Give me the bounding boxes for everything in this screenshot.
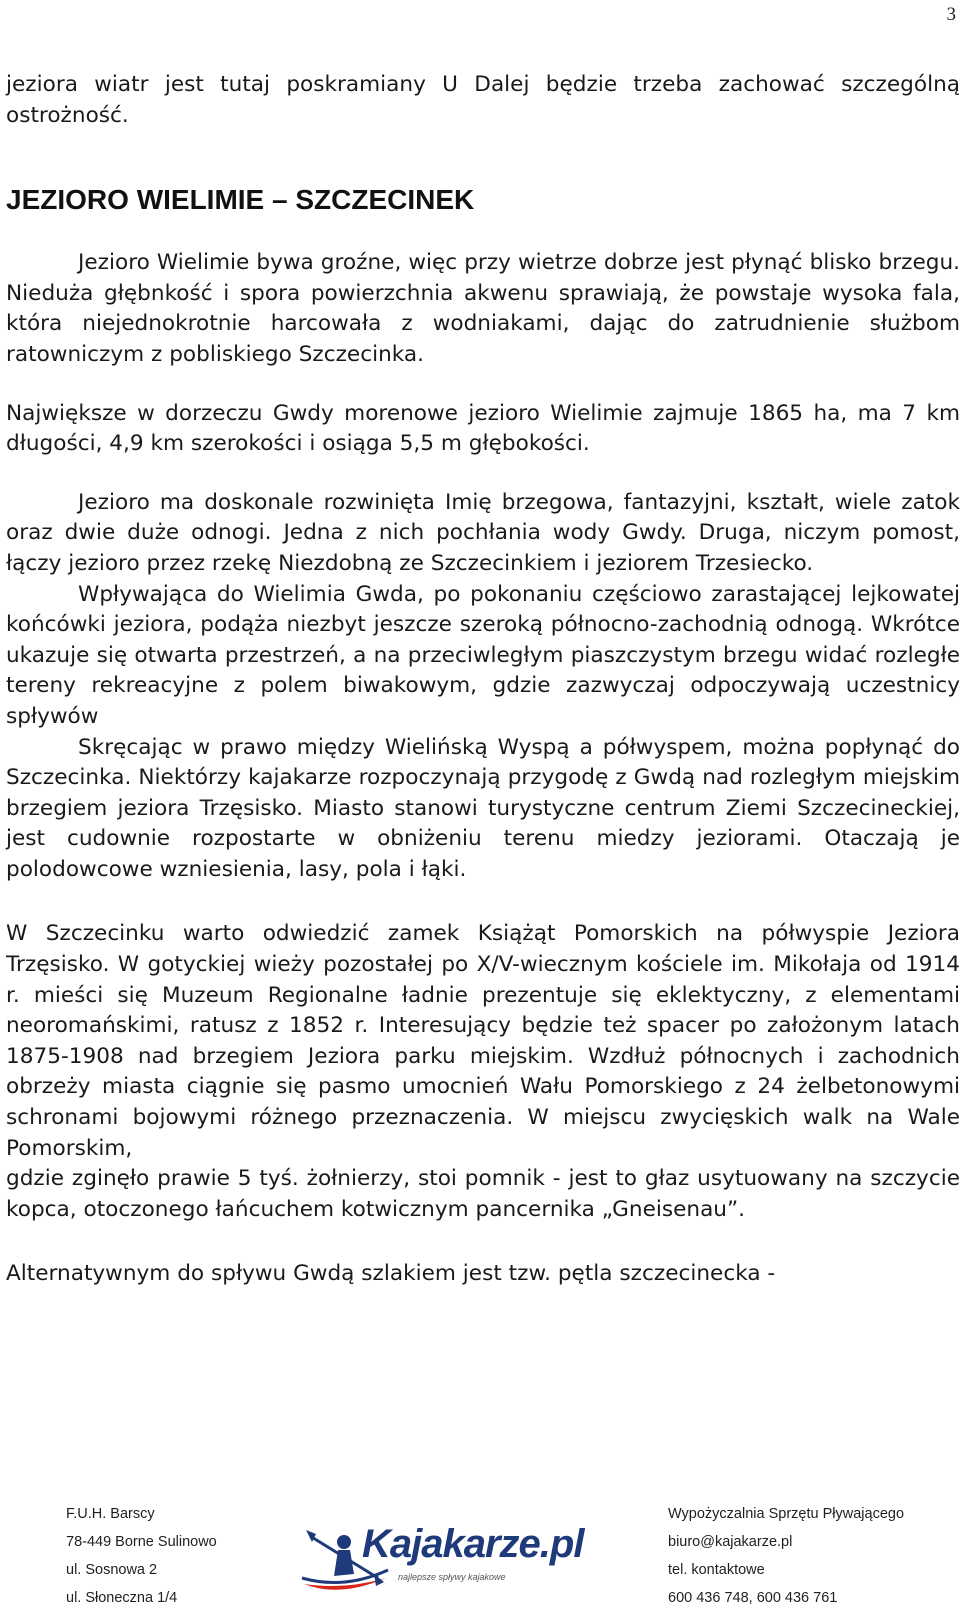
page-number: 3 xyxy=(946,4,956,25)
footer-contact-info xyxy=(668,1500,904,1612)
footer-phone-label: tel. kontaktowe xyxy=(668,1562,765,1578)
paragraph-szczecinek: Skręcając w prawo między Wielińską Wyspą a półwyspem, można popłynąć do Szczecinka. Niektórzy kajakarze rozpoczynają przygodę z Gwdą nad rozległym miejskim brzegiem jeziora Trzęsisko. Miasto stanowi turystyczne centrum Ziemi Szczecineckiej, jest cudownie rozpostarte w obniżeniu terenu miedzy jeziorami. Otaczają je polodowcowe wzniesienia, lasy, pola i łąki. xyxy=(6,734,960,882)
paragraph-wielimie-danger: Jezioro Wielimie bywa groźne, więc przy wietrze dobrze jest płynąć blisko brzegu. Nieduża głębnkość i spora powierzchnia akwenu sprawiają, że powstaje wysoka fala, która niejednokrotnie harcowała z wodniakami, dając do zatrudnienie służbom ratowniczym z pobliskiego Szczecinka. xyxy=(6,250,960,367)
logo-tagline: najlepsze spływy kajakowe xyxy=(398,1572,506,1582)
paragraph-szczecinek-sights: W Szczecinku warto odwiedzić zamek Książąt Pomorskich na półwyspie Jeziora Trzęsisko. W gotyckiej wieży pozostałej po X/V-wiecznym kościele im. Mikołaja od 1914 r. mieści się Muzeum Regionalne ładnie prezentuje się eklektyczny, z elementami neoromańskimi, ratusz z 1852 r. Interesujący będzie też spacer po założonym latach 1875-1908 nad brzegiem Jeziora parku miejskim. Wzdłuż północnych i zachodnich obrzeży miasta ciągnie się pasmo umocnień Wału Pomorskiego z 24 żelbetonowymi schronami bojowymi różnego przeznaczenia. W miejscu zwycięskich walk na Wale Pomorskim, xyxy=(6,921,960,1161)
footer-email: biuro@kajakarze.pl xyxy=(668,1534,793,1550)
footer-street-2: ul. Słoneczna 1/4 xyxy=(66,1590,178,1606)
paragraph-gwda-route: Wpływająca do Wielimia Gwda, po pokonaniu częściowo zarastającej lejkowatej końcówki jeziora, podąża niezbyt jeszcze szeroką północno-zachodnią odnogą. Wkrótce ukazuje się otwarta przestrzeń, a na przeciwległym piaszczystym brzegu widać rozległe tereny rekreacyjne z polem biwakowym, gdzie zazwyczaj odpoczywają uczestnicy spływów xyxy=(6,581,960,729)
kajakarze-logo xyxy=(300,1520,600,1602)
paragraph-monument: gdzie zginęło prawie 5 tyś. żołnierzy, stoi pomnik - jest to głaz usytuowany na szczycie kopca, otoczonego łańcuchem kotwicznym pancernika „Gneisenau”. xyxy=(6,1166,960,1222)
document-body xyxy=(6,70,960,1290)
footer-phone-numbers: 600 436 748, 600 436 761 xyxy=(668,1590,838,1606)
footer-street-1: ul. Sosnowa 2 xyxy=(66,1562,158,1578)
paragraph-lake-shape: Jezioro ma doskonale rozwinięta Imię brzegowa, fantazyjni, kształt, wiele zatok oraz dwie duże odnogi. Jedna z nich pochłania wody Gwdy. Druga, niczym pomost, łączy jezioro przez rzekę Niezdobną ze Szczecinkiem i jeziorem Trzesiecko. xyxy=(6,489,960,576)
footer-rental-name: Wypożyczalnia Sprzętu Pływającego xyxy=(668,1506,905,1522)
footer-postal-address: 78-449 Borne Sulinowo xyxy=(66,1534,217,1550)
paragraph-wielimie-stats: Największe w dorzeczu Gwdy morenowe jezioro Wielimie zajmuje 1865 ha, ma 7 km długości, 4,9 km szerokości i osiąga 5,5 m głębokości. xyxy=(6,400,960,457)
footer-company-info xyxy=(66,1500,217,1612)
section-heading: JEZIORO WIELIMIE – SZCZECINEK xyxy=(6,184,475,216)
page-footer xyxy=(0,1500,960,1612)
logo-wordmark: Kajakarze.pl xyxy=(362,1522,584,1566)
paragraph-alternative-route: Alternatywnym do spływu Gwdą szlakiem jest tzw. pętla szczecinecka - xyxy=(6,1261,776,1287)
paragraph-intro: jeziora wiatr jest tutaj poskramiany U Dalej będzie trzeba zachować szczególną ostrożność. xyxy=(6,72,960,128)
footer-company-name: F.U.H. Barscy xyxy=(66,1506,155,1522)
